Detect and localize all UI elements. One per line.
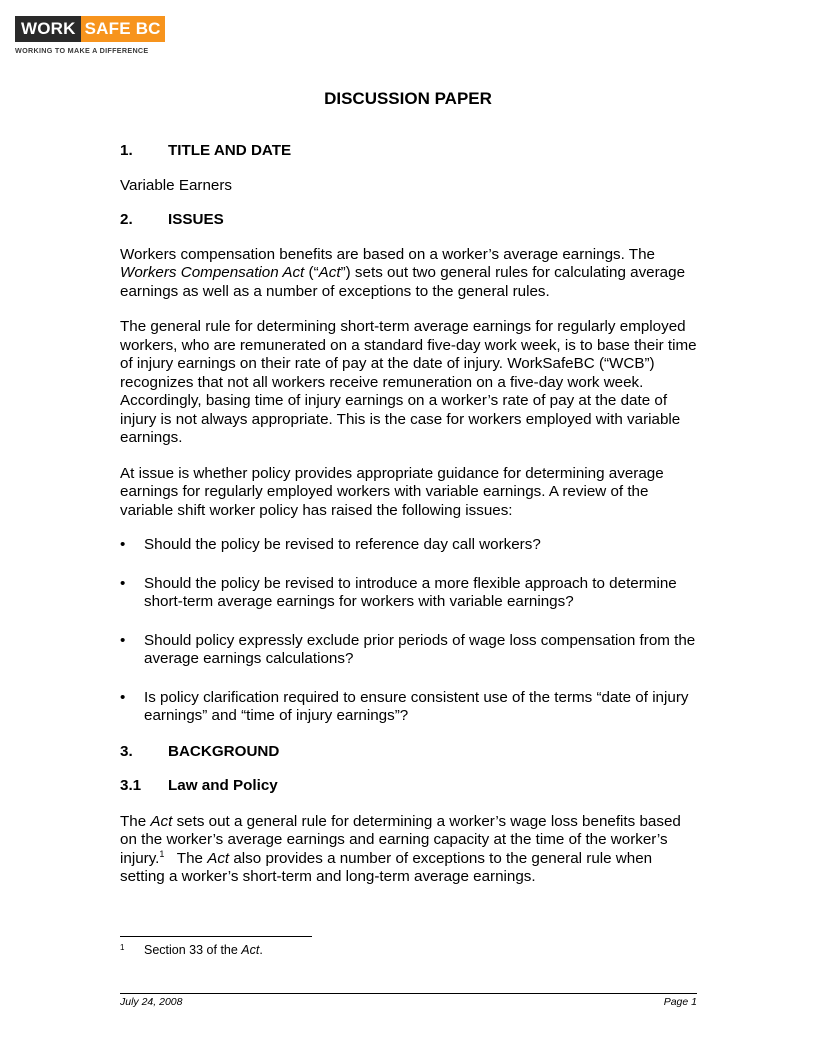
section-number: 2. <box>120 211 133 228</box>
bullet-icon: • <box>120 536 126 553</box>
text-run: ”) sets out two general rules for calculating average earnings as well as a number of exceptions to the general rules. <box>120 264 686 300</box>
footnote-reference[interactable]: 1 <box>159 848 165 859</box>
section-3-1-heading <box>120 777 700 796</box>
list-item-text: Should the policy be revised to introduce a more flexible approach to determine short-term average earnings for workers with variable earnings? <box>144 574 677 610</box>
list-item-text: Should the policy be revised to reference day call workers? <box>144 536 541 553</box>
text-run: The <box>120 812 151 830</box>
section-1-heading <box>120 142 700 161</box>
text-run: (“ <box>304 264 319 281</box>
text-run: also provides a number of exceptions to the general rule when setting a worker’s short-term and long-term average earnings. <box>120 849 653 885</box>
logo-bc-word: BC <box>135 19 161 38</box>
act-term: Act <box>318 264 341 281</box>
list-item-text: Is policy clarification required to ensure consistent use of the terms “date of injury earnings” and “time of injury earnings”? <box>144 688 689 724</box>
list-item <box>120 536 700 555</box>
document-body <box>120 142 700 887</box>
logo-tagline: WORKING TO MAKE A DIFFERENCE <box>15 46 149 55</box>
text-run: sets out a general rule for determining a worker’s wage loss benefits based on the worker’s average earnings and earning capacity at the time of the worker’s injury. <box>120 812 681 867</box>
logo-safe-text <box>81 16 165 42</box>
issues-list <box>120 536 700 726</box>
footnote-text <box>144 943 263 957</box>
logo-wordmark <box>15 16 160 42</box>
bullet-icon: • <box>120 574 126 592</box>
issues-paragraph-1 <box>120 246 700 302</box>
list-item <box>120 632 700 669</box>
section-3-heading <box>120 743 700 762</box>
bullet-icon: • <box>120 631 126 649</box>
issues-paragraph-2: The general rule for determining short-term average earnings for regularly employed workers, who are remunerated on a standard five-day work week, is to base their time of injury earnings on their rate of pay at the date of injury. WorkSafeBC (“WCB”) recognizes that not all workers receive remuneration on a five-day work week. Accordingly, basing time of injury earnings on a worker’s rate of pay at the date of injury is not always appropriate. This is the case for workers employed with variable earnings. <box>120 318 697 446</box>
section-number: 1. <box>120 142 133 159</box>
act-term: Act <box>207 849 230 867</box>
act-term: Act <box>150 812 173 830</box>
act-title: Workers Compensation Act <box>120 264 305 281</box>
act-term: Act <box>241 943 260 957</box>
worksafebc-logo <box>15 16 160 55</box>
list-item <box>120 575 700 612</box>
page-number: Page 1 <box>663 996 697 1008</box>
footnote-number: 1 <box>120 943 125 952</box>
section-title: ISSUES <box>168 211 224 228</box>
list-item-text: Should policy expressly exclude prior periods of wage loss compensation from the average earnings calculations? <box>144 631 696 667</box>
footer-date: July 24, 2008 <box>120 996 183 1008</box>
issues-paragraph-3: At issue is whether policy provides appropriate guidance for determining average earnings for regularly employed workers with variable earnings. A review of the variable shift worker policy has raised the following issues: <box>120 464 664 519</box>
footnote-divider <box>120 936 312 937</box>
footer-divider <box>120 993 697 994</box>
text-run: Workers compensation benefits are based on a worker’s average earnings. The <box>120 245 655 263</box>
text-run: The <box>164 849 208 867</box>
section-1-body: Variable Earners <box>120 176 232 194</box>
section-number: 3.1 <box>120 777 142 794</box>
bullet-icon: • <box>120 688 126 706</box>
section-title: BACKGROUND <box>168 742 280 760</box>
document-title: DISCUSSION PAPER <box>324 89 492 108</box>
footnote <box>120 943 263 957</box>
logo-work-text: WORK <box>15 16 81 42</box>
section-number: 3. <box>120 742 133 760</box>
page-footer <box>120 996 697 1008</box>
text-run: Section 33 of the <box>144 943 242 957</box>
law-and-policy-paragraph <box>120 813 700 887</box>
section-title: Law and Policy <box>168 777 278 794</box>
text-run: . <box>259 943 263 957</box>
list-item <box>120 689 700 726</box>
logo-safe-word: SAFE <box>84 19 131 38</box>
section-2-heading <box>120 211 700 230</box>
section-title: TITLE AND DATE <box>168 142 292 159</box>
